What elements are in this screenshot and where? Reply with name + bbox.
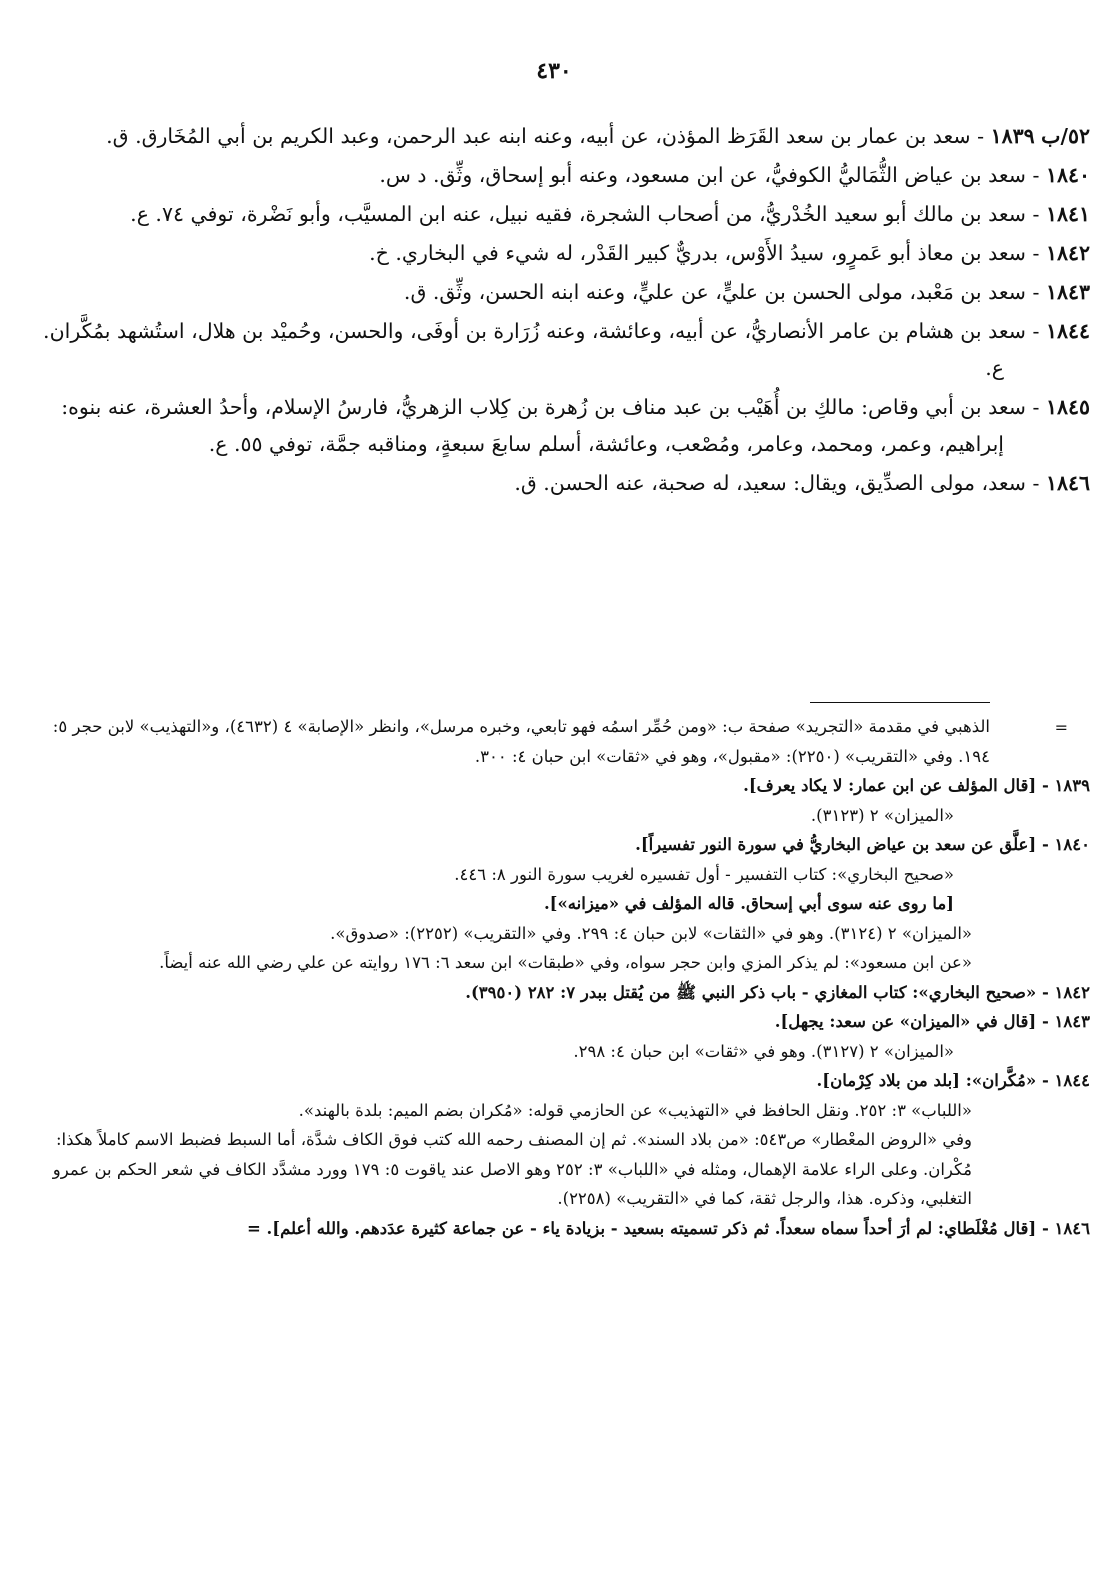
footnote-1840-mizan: «الميزان» ٢ (٣١٢٤). وهو في «الثقات» لابن حبان ٤: ٢٩٩. وفي «التقريب» (٢٢٥٢): «صدوق». <box>330 923 972 943</box>
footnote-1844-lubab: «اللباب» ٣: ٢٥٢. ونقل الحافظ في «التهذيب» عن الحازمي قوله: «مُكران بضم الميم: بلدة بالهند». <box>298 1100 972 1120</box>
entry-text: - سعد، مولى الصدِّيق، ويقال: سعيد، له صحبة، عنه الحسن. ق. <box>514 471 1040 495</box>
main-entries <box>22 118 1090 504</box>
entry-1842 <box>22 235 1090 272</box>
footnotes <box>22 712 1090 1243</box>
entry-1844 <box>22 313 1090 387</box>
footnote-1846-head: ١٨٤٦ - [قال مُغْلَطاي: لم أرَ أحداً سماه سعداً. ثم ذكر تسميته بسعيد - بزيادة ياء - عن جماعة كثيرة عدَدهم. والله أعلم]. = <box>246 1218 1090 1238</box>
footnote-1839-ref: «الميزان» ٢ (٣١٢٣). <box>810 805 954 825</box>
footnote-continuation: الذهبي في مقدمة «التجريد» صفحة ب: «ومن حُمِّر اسمُه فهو تابعي، وخبره مرسل»، وانظر «الإصابة» ٤ (٤٦٣٢)، و«التهذيب» لابن حجر ٥: ١٩٤. وفي «التقريب» (٢٢٥٠): «مقبول»، وهو في «ثقات» ابن حبان ٤: ٣٠٠. <box>52 717 990 766</box>
entry-1839 <box>22 118 1090 155</box>
entry-text: - سعد بن هشام بن عامر الأنصاريُّ، عن أبيه، وعائشة، وعنه زُرَارة بن أوفَى، والحسن، وحُميْد بن هلال، استُشهد بمُكَّران. ع. <box>43 319 1040 380</box>
page-number: ٤٣٠ <box>536 58 572 84</box>
entry-number: ١٨٤٦ <box>1045 471 1090 495</box>
footnote-1840-ref: «صحيح البخاري»: كتاب التفسير - أول تفسيره لغريب سورة النور ٨: ٤٤٦. <box>454 864 954 884</box>
folio-marker: ٥٢/ب <box>1041 124 1090 148</box>
entry-text: - سعد بن مالك أبو سعيد الخُدْريُّ، من أصحاب الشجرة، فقيه نبيل، عنه ابن المسيَّب، وأبو نَضْرة، توفي ٧٤. ع. <box>130 202 1040 226</box>
footnote-divider <box>810 702 990 703</box>
footnote-1840-head: ١٨٤٠ - [علَّق عن سعد بن عياض البخاريُّ في سورة النور تفسيراً]. <box>635 835 1090 854</box>
footnote-1844-rawd: وفي «الروض المعْطار» ص٥٤٣: «من بلاد السند». ثم إن المصنف رحمه الله كتب فوق الكاف شدَّة، أما السبط فضبط الاسم كاملاً هكذا: مُكْران. وعلى الراء علامة الإهمال، ومثله في «اللباب» ٣: ٢٥٢ وهو الاصل عند ياقوت ٥: ١٧٩ وورد مشدَّد الكاف في شعر الحكم بن عمرو التغلبي، وذكره. هذا، والرجل ثقة، كما في «التقريب» (٢٢٥٨). <box>52 1130 972 1208</box>
footnote-1844-head: ١٨٤٤ - «مُكَّران»: [بلد من بلاد كِرْمان]. <box>816 1071 1090 1090</box>
entry-1845 <box>22 389 1090 463</box>
entry-number: ١٨٤٠ <box>1045 163 1090 187</box>
continuation-mark: = <box>1054 718 1068 737</box>
footnote-1839-head: ١٨٣٩ - [قال المؤلف عن ابن عمار: لا يكاد يعرف]. <box>743 776 1090 795</box>
entry-1846 <box>22 465 1090 502</box>
footnote-1840-note: «عن ابن مسعود»: لم يذكر المزي وابن حجر سواه، وفي «طبقات» ابن سعد ٦: ١٧٦ روايته عن علي رضي الله عنه أيضاً. <box>159 953 972 972</box>
entry-1840 <box>22 157 1090 194</box>
entry-1843 <box>22 274 1090 311</box>
footnote-1840-quote: [ما روى عنه سوى أبي إسحاق. قاله المؤلف في «ميزانه»]. <box>543 894 954 913</box>
entry-number: ١٨٤١ <box>1045 202 1090 226</box>
entry-number: ١٨٤٢ <box>1045 241 1090 265</box>
footnote-1843-head: ١٨٤٣ - [قال في «الميزان» عن سعد: يجهل]. <box>774 1012 1090 1031</box>
entry-text: - سعد بن عمار بن سعد القَرَظ المؤذن، عن أبيه، وعنه ابنه عبد الرحمن، وعبد الكريم بن أبي المُخَارق. ق. <box>106 124 985 148</box>
entry-number: ١٨٤٣ <box>1045 280 1090 304</box>
entry-text: - سعد بن عياض الثُّمَاليُّ الكوفيُّ، عن ابن مسعود، وعنه أبو إسحاق، وثِّق. د س. <box>379 163 1040 187</box>
entry-number: ١٨٣٩ <box>990 124 1035 148</box>
entry-1841 <box>22 196 1090 233</box>
entry-number: ١٨٤٤ <box>1045 319 1090 343</box>
footnote-1843-ref: «الميزان» ٢ (٣١٢٧). وهو في «ثقات» ابن حبان ٤: ٢٩٨. <box>573 1041 954 1061</box>
footnote-1842-head: ١٨٤٢ - «صحيح البخاري»: كتاب المغازي - باب ذكر النبي ﷺ من يُقتل ببدر ٧: ٢٨٢ (٣٩٥٠). <box>465 982 1090 1002</box>
entry-text: - سعد بن أبي وقاص: مالكِ بن أُهَيْب بن عبد مناف بن زُهرة بن كِلاب الزهريُّ، فارسُ الإسلام، وأحدُ العشرة، عنه بنوه: إبراهيم، وعمر، ومحمد، وعامر، ومُصْعب، وعائشة، أسلم سابعَ سبعةٍ، ومناقبه جمَّة، توفي ٥٥. ع. <box>61 395 1040 456</box>
entry-number: ١٨٤٥ <box>1045 395 1090 419</box>
entry-text: - سعد بن مَعْبد، مولى الحسن بن عليٍّ، عن عليٍّ، وعنه ابنه الحسن، وثِّق. ق. <box>403 280 1040 304</box>
entry-text: - سعد بن معاذ أبو عَمرٍو، سيدُ الأَوْس، بدريٌّ كبير القَدْر، له شيء في البخاري. خ. <box>369 241 1040 265</box>
